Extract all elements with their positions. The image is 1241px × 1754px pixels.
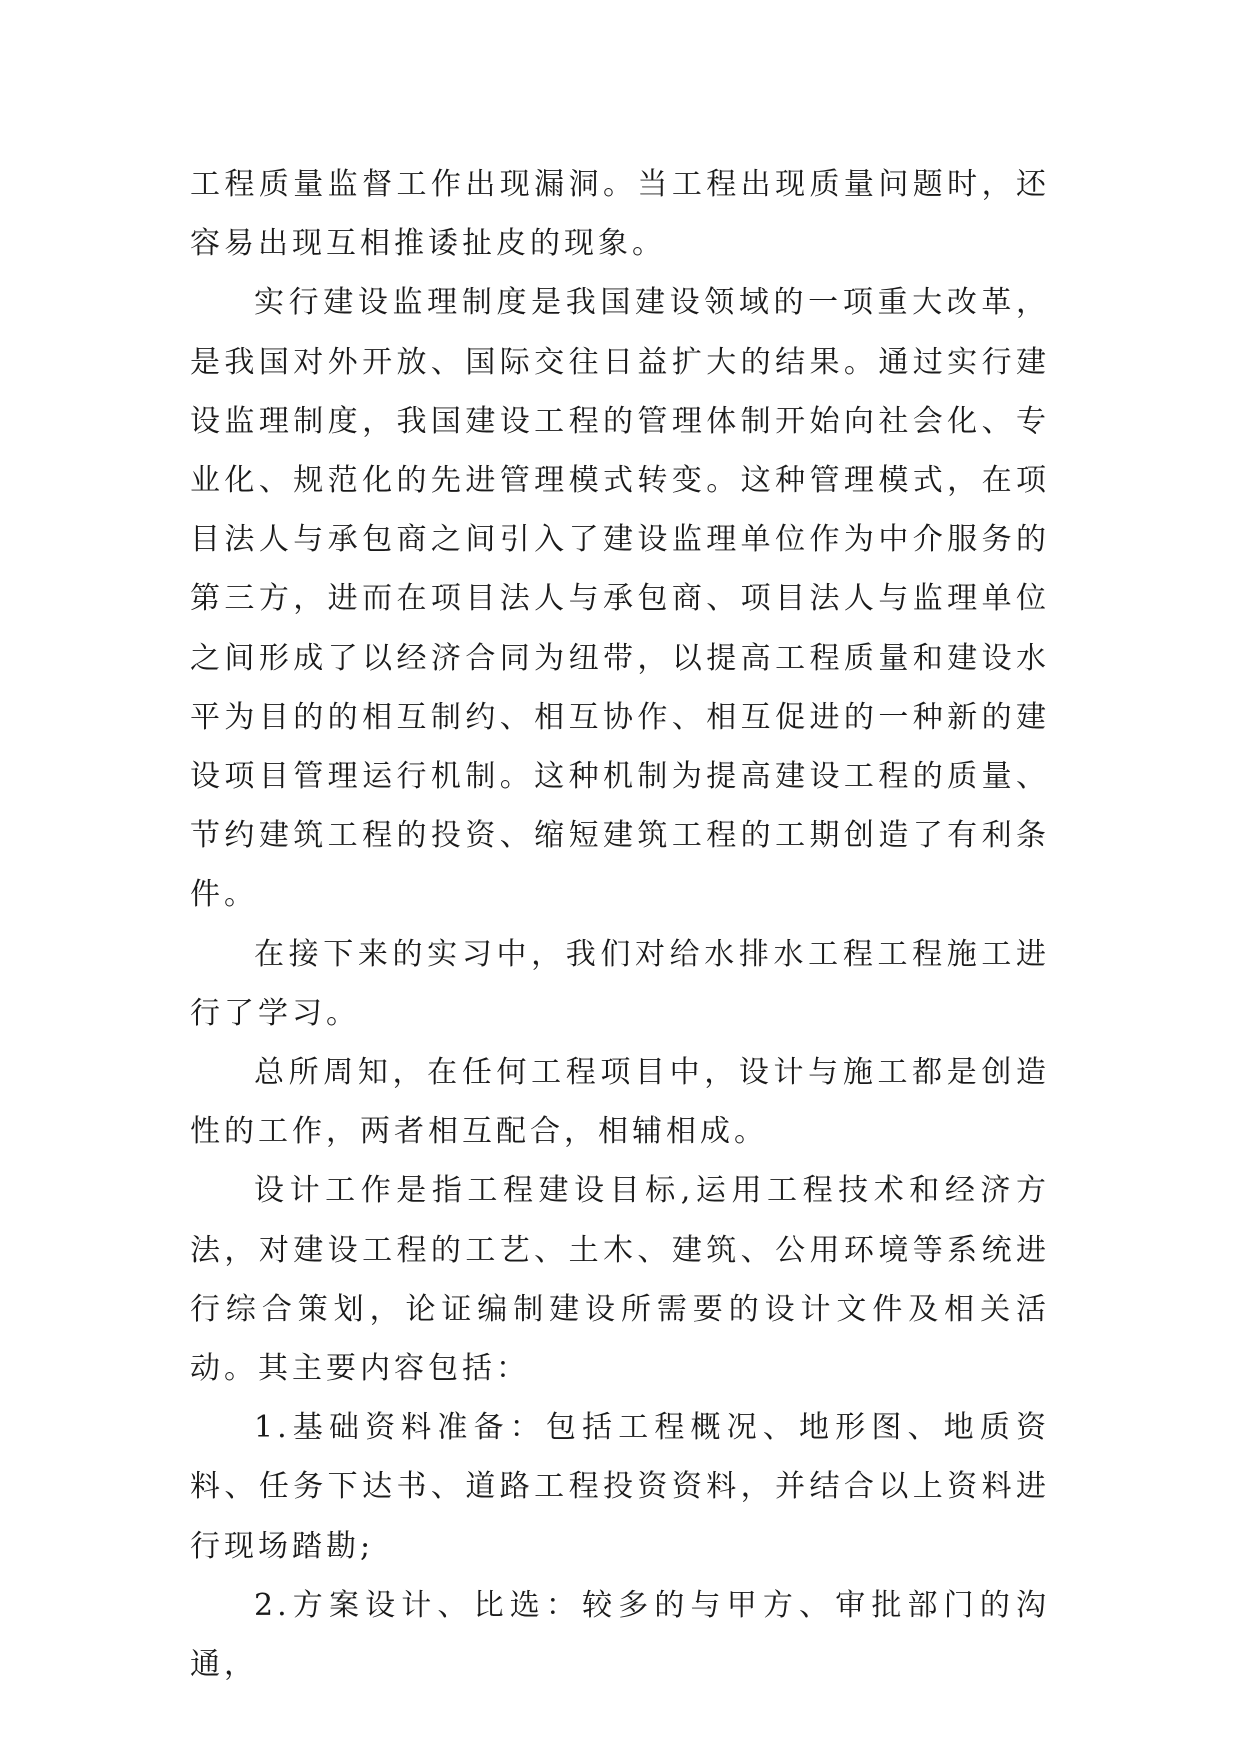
paragraph-5: 设计工作是指工程建设目标,运用工程技术和经济方法，对建设工程的工艺、土木、建筑、公用环境等系统进行综合策划，论证编制建设所需要的设计文件及相关活动。其主要内容包括：	[190, 1173, 1050, 1387]
paragraph-4: 总所周知，在任何工程项目中，设计与施工都是创造性的工作，两者相互配合，相辅相成。	[190, 1055, 1050, 1150]
paragraph-7: 2.方案设计、比选：较多的与甲方、审批部门的沟通，	[190, 1587, 1050, 1683]
paragraph-6: 1.基础资料准备：包括工程概况、地形图、地质资料、任务下达书、道路工程投资资料，并结合以上资料进行现场踏勘;	[190, 1410, 1050, 1564]
paragraph-1: 工程质量监督工作出现漏洞。当工程出现质量问题时，还容易出现互相推诿扯皮的现象。	[190, 167, 1050, 262]
paragraph-2: 实行建设监理制度是我国建设领域的一项重大改革，是我国对外开放、国际交往日益扩大的结果。通过实行建设监理制度，我国建设工程的管理体制开始向社会化、专业化、规范化的先进管理模式转变。这种管理模式，在项目法人与承包商之间引入了建设监理单位作为中介服务的第三方，进而在项目法人与承包商、项目法人与监理单位之间形成了以经济合同为纽带，以提高工程质量和建设水平为目的的相互制约、相互协作、相互促进的一种新的建设项目管理运行机制。这种机制为提高建设工程的质量、节约建筑工程的投资、缩短建筑工程的工期创造了有利条件。	[190, 285, 1050, 913]
document-body	[190, 155, 1050, 1694]
paragraph-3: 在接下来的实习中，我们对给水排水工程工程施工进行了学习。	[190, 936, 1050, 1031]
